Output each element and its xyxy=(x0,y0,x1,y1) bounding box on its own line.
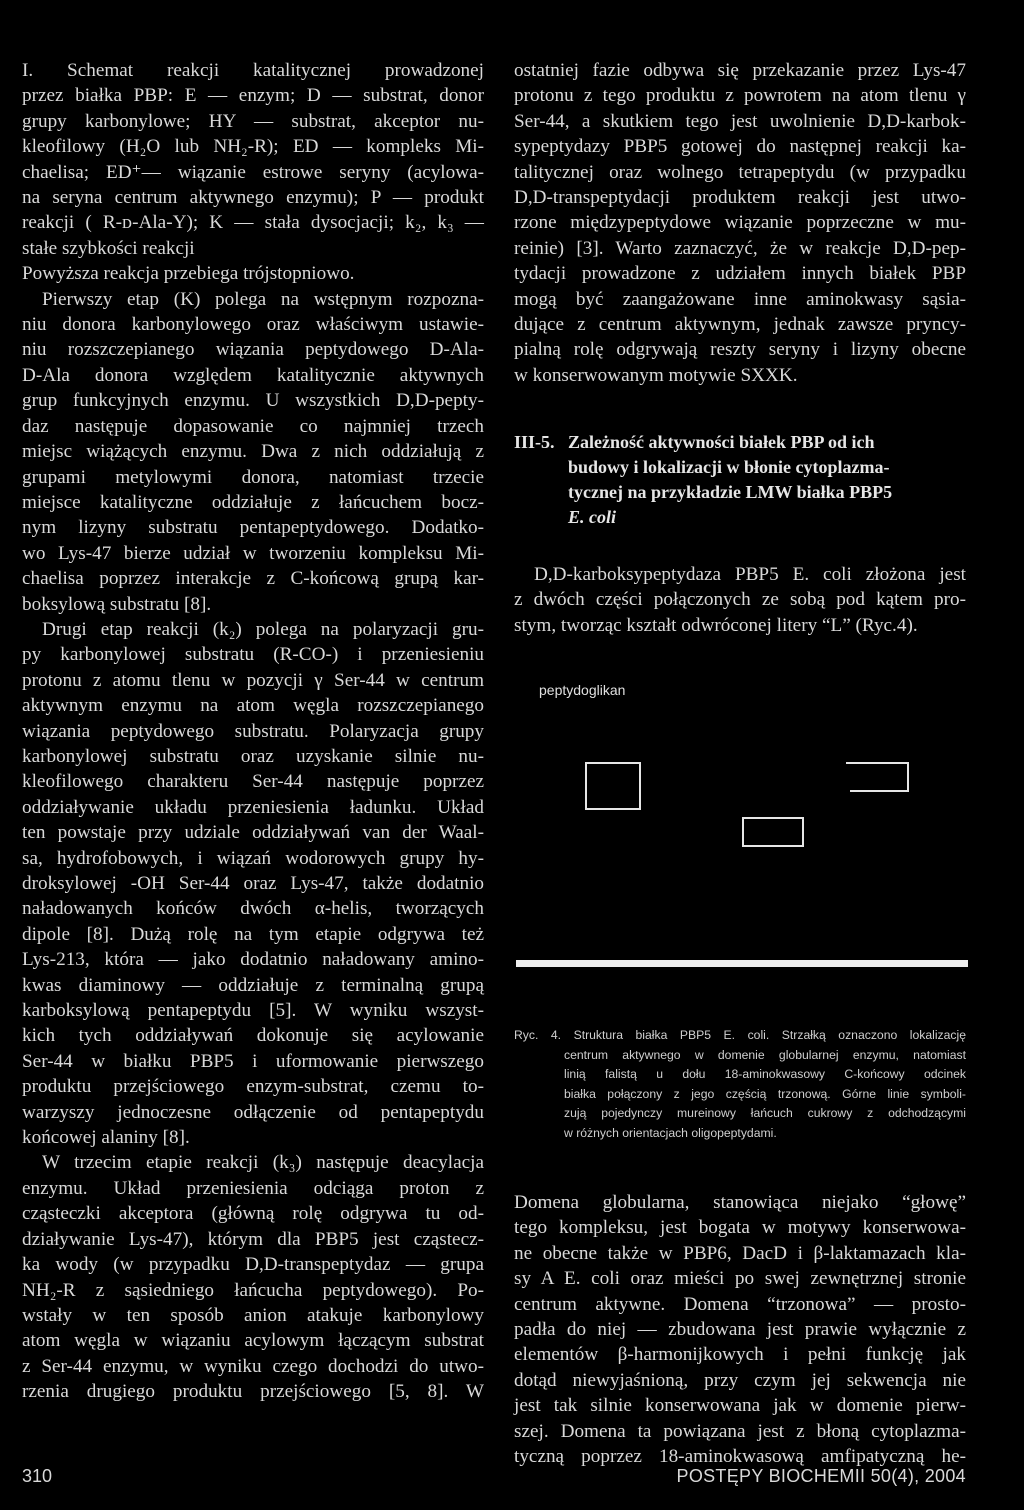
text-line: Ser-44 w białku PBP5 i uformowanie pierwszego xyxy=(22,1050,484,1072)
text-line: wiązania peptydowego substratu. Polaryzacja grupy xyxy=(22,720,484,742)
text-line: rzone międzypeptydowe wiązanie poprzeczne w mu- xyxy=(514,212,966,234)
text-line: boksylową substratu [8]. xyxy=(22,593,212,615)
right-column-bottom xyxy=(514,1190,966,1469)
figure-caption xyxy=(514,1026,966,1143)
text-line: produktu przejściowego enzym-substrat, czemu to- xyxy=(22,1076,484,1098)
caption-line: w różnych orientacjach oligopeptydami. xyxy=(564,1125,777,1140)
section-title-line: budowy i lokalizacji w błonie cytoplazma- xyxy=(568,457,890,477)
text-line: sypeptydazy PBP5 gotowej do następnej reakcji ka- xyxy=(514,136,966,158)
text-line: Powyższa reakcja przebiega trójstopniowo. xyxy=(22,263,355,285)
text-line: kich tych oddziaływań dokonuje się acylowanie xyxy=(22,1025,484,1047)
text-line: kwas diaminowy — oddziałuje z terminalną grupą xyxy=(22,974,484,996)
text-line: dipole [8]. Dużą rolę na tym etapie odgrywa też xyxy=(22,923,484,945)
section-number: III-5. xyxy=(514,432,555,452)
text-line: centrum aktywne. Domena “trzonowa” — prosto- xyxy=(514,1293,966,1315)
text-line: niu rozszczepianego wiązania peptydowego D-Ala- xyxy=(22,339,484,361)
caption-line: Ryc. 4. Struktura białka PBP5 E. coli. Strzałką oznaczono lokalizację xyxy=(514,1028,966,1042)
text-line: naładowanych końców dwóch α-helis, tworzących xyxy=(22,898,484,920)
text-line: przez białka PBP: E — enzym; D — substrat, donor xyxy=(22,85,484,107)
text-line: ten powstaje przy udziale oddziaływań van der Waal- xyxy=(22,822,484,844)
text-line: miejsc wiążących enzymu. Dwa z nich oddziałują z xyxy=(22,441,484,463)
text-line: końcowej alaniny [8]. xyxy=(22,1127,190,1149)
text-line: karboksylową pentapeptydu [5]. W wyniku wszyst- xyxy=(22,1000,484,1022)
text-line: jest tak silnie konserwowana jak w domenie pierw- xyxy=(514,1395,966,1417)
text-line: I. Schemat reakcji katalitycznej prowadzonej xyxy=(22,60,484,81)
text-line: W trzecim etapie reakcji (k₃) następuje deacylacja xyxy=(42,1152,484,1174)
text-line: stym, tworząc kształt odwróconej litery “L” (Ryc.4). xyxy=(514,614,918,636)
text-line: mogą być zaangażowane inne aminokwasy sąsia- xyxy=(514,288,966,310)
text-line: z dwóch części połączonych ze sobą pod kątem pro- xyxy=(514,589,966,611)
text-line: protonu z tego produktu z powrotem na atom tlenu γ xyxy=(514,85,966,107)
text-line: oddziaływanie układu przeniesienia ładunku. Układ xyxy=(22,796,484,818)
journal-footer: POSTĘPY BIOCHEMII 50(4), 2004 xyxy=(676,1466,966,1486)
section-title-line: tycznej na przykładzie LMW białka PBP5 xyxy=(568,482,893,502)
text-line: daz następuje dopasowanie co najmniej trzech xyxy=(22,415,484,437)
text-line: py karbonylowej substratu (R-CO-) i przeniesieniu xyxy=(22,644,484,666)
figure-4 xyxy=(514,668,972,968)
text-line: tyczną poprzez 18-aminokwasową amfipatyczną he- xyxy=(514,1446,966,1468)
text-line: pialną rolę odgrywają reszty seryny i lizyny obecne xyxy=(514,339,966,361)
text-line: wstały w ten sposób anion atakuje karbonylowy xyxy=(22,1304,484,1326)
text-line: enzymu. Układ przeniesienia odciąga proton z xyxy=(22,1177,484,1199)
text-line: ka wody (w przypadku D,D-transpeptydaz — grupa xyxy=(22,1254,484,1276)
text-line: dujące z centrum aktywnym, jednak zawsze pryncy- xyxy=(514,314,966,336)
text-line: działywanie Lys-47), którym dla PBP5 jest cząstecz- xyxy=(22,1228,484,1250)
text-line: stałe szybkości reakcji xyxy=(22,237,195,259)
text-line: D,D-transpeptydacji produktem reakcji jest utwo- xyxy=(514,187,966,209)
section-title-line: Zależność aktywności białek PBP od ich xyxy=(568,432,875,452)
text-line: Drugi etap reakcji (k₂) polega na polaryzacji gru- xyxy=(42,618,484,640)
caption-line: linią falistą u dołu 18-aminokwasowy C-końcowy odcinek xyxy=(564,1067,966,1081)
text-line: w konserwowanym motywie SXXK. xyxy=(514,364,798,386)
text-line: niu donora karbonylowego oraz właściwym ustawie- xyxy=(22,314,484,336)
text-line: droksylowej -OH Ser-44 oraz Lys-47, także dodatnio xyxy=(22,873,484,894)
text-line: atom węgla w wiązaniu acylowym łączącym substrat xyxy=(22,1330,484,1352)
text-line: D,D-karboksypeptydaza PBP5 E. coli złożona jest xyxy=(534,564,966,585)
text-line: warzyszy jednoczesne odłączenie od pentapeptydu xyxy=(22,1101,484,1123)
text-line: Lys-213, która — jako dodatnio naładowany amino- xyxy=(22,949,484,971)
figure-box xyxy=(743,818,803,846)
figure-label: peptydoglikan xyxy=(539,682,626,698)
text-line: sy A E. coli oraz mieści po swej zewnętrznej stronie xyxy=(514,1268,966,1290)
page-number: 310 xyxy=(22,1466,53,1486)
text-line: szej. Domena ta powiązana jest z błoną cytoplazma- xyxy=(514,1420,966,1442)
text-line: protonu z atomu tlenu w pozycji γ Ser-44 w centrum xyxy=(22,669,484,691)
figure-graphic xyxy=(514,668,972,968)
section-title-line: E. coli xyxy=(568,507,616,527)
text-line: talitycznej oraz wolnego tetrapeptydu (w przypadku xyxy=(514,161,966,183)
text-line: nym lizyny substratu pentapeptydowego. Dodatko- xyxy=(22,517,484,539)
text-line: padła do niej — zbudowana jest prawie wyłącznie z xyxy=(514,1319,966,1341)
figure-box xyxy=(586,763,640,809)
text-line: Ser-44, a skutkiem tego jest uwolnienie D,D-karbok- xyxy=(514,110,966,132)
text-line: dotąd niewyjaśnioną, przy czym jej sekwencja nie xyxy=(514,1369,966,1391)
text-line: ostatniej fazie odbywa się przekazanie przez Lys-47 xyxy=(514,60,966,81)
text-line: sa, hydrofobowych, i wiązań wodorowych grupy hy- xyxy=(22,847,484,869)
text-line: rzenia drugiego produktu przejściowego [5, 8]. W xyxy=(22,1381,484,1403)
text-line: tydacji prowadzone z udziałem innych białek PBP xyxy=(514,263,966,285)
text-line: grupami metylowymi donora, natomiast trzecie xyxy=(22,466,484,488)
text-line: cząsteczki akceptora (główną rolę odgrywa tu od- xyxy=(22,1203,484,1225)
text-line: ne obecne także w PBP6, DacD i β-laktamazach kla- xyxy=(514,1242,966,1264)
text-line: kleofilowy (H₂O lub NH₂-R); ED — kompleks Mi- xyxy=(22,136,484,158)
right-column-top xyxy=(514,58,966,388)
text-line: grupy karbonylowe; HY — substrat, akceptor nu- xyxy=(22,110,484,132)
text-line: reakcji ( R-ᴅ-Ala-Y); K — stała dysocjacji; k₂, k₃ — xyxy=(22,212,484,234)
section-title xyxy=(568,430,958,530)
text-line: chaelisa poprzez interakcje z C-końcową grupą kar- xyxy=(22,568,484,590)
caption-line: centrum aktywnego w domenie globularnej enzymu, natomiast xyxy=(564,1047,966,1062)
text-line: z Ser-44 enzymu, w wyniku czego dochodzi do utwo- xyxy=(22,1355,484,1377)
text-line: Domena globularna, stanowiąca niejako “głowę” xyxy=(514,1192,966,1213)
text-line: aktywnym enzymu na atom węgla rozszczepianego xyxy=(22,695,484,717)
left-column xyxy=(22,58,484,1405)
text-line: miejsce katalityczne oddziałuje z łańcuchem bocz- xyxy=(22,491,484,513)
text-line: chaelisa; ED⁺— wiązanie estrowe seryny (acylowa- xyxy=(22,161,484,183)
text-line: tego kompleksu, jest bogata w motywy konserwowa- xyxy=(514,1217,966,1239)
membrane-line xyxy=(516,960,968,967)
text-line: na seryna centrum aktywnego enzymu); P — produkt xyxy=(22,187,484,209)
text-line: grup funkcyjnych enzymu. U wszystkich D,D-pepty- xyxy=(22,390,484,412)
text-line: NH₂-R z sąsiedniego łańcucha peptydowego). Po- xyxy=(22,1279,484,1301)
text-line: wo Lys-47 bierze udział w tworzeniu kompleksu Mi- xyxy=(22,542,484,564)
figure-open-box xyxy=(846,763,908,791)
caption-line: białka połączony z jego częścią trzonową. Górne linie symboli- xyxy=(564,1086,966,1101)
right-column-mid xyxy=(514,562,966,638)
caption-line: zują pojedynczy mureinowy łańcuch cukrowy z odchodzącymi xyxy=(564,1106,966,1120)
text-line: D-Ala donora względem katalitycznie aktywnych xyxy=(22,364,484,386)
text-line: elementów β-harmonijkowych i pełni funkcję jak xyxy=(514,1344,966,1366)
text-line: kleofilowego charakteru Ser-44 następuje poprzez xyxy=(22,771,484,793)
text-line: Pierwszy etap (K) polega na wstępnym rozpozna- xyxy=(42,288,484,310)
text-line: karbonylowej substratu oraz uzyskanie silnie nu- xyxy=(22,745,484,767)
text-line: reinie) [3]. Warto zaznaczyć, że w reakcje D,D-pep- xyxy=(514,237,966,259)
